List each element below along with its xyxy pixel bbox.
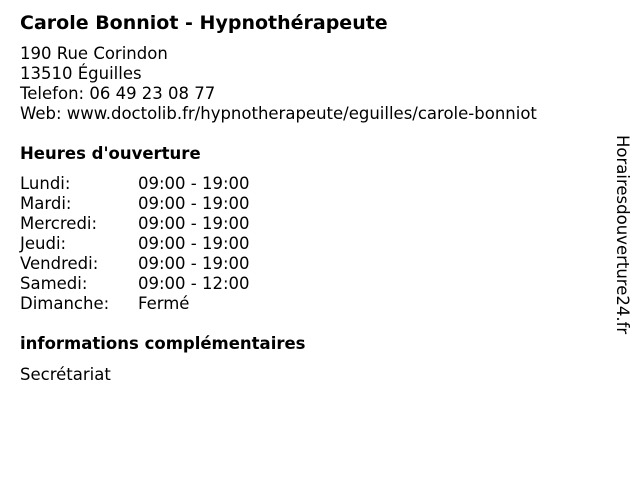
website-link: Web: www.doctolib.fr/hypnotherapeute/eguilles/carole-bonniot bbox=[20, 104, 537, 123]
city-address: 13510 Éguilles bbox=[20, 64, 142, 83]
time-value: 09:00 - 19:00 bbox=[138, 234, 250, 253]
address-block bbox=[20, 44, 537, 124]
hours-row-friday bbox=[20, 254, 320, 274]
street-address: 190 Rue Corindon bbox=[20, 44, 168, 63]
time-value: 09:00 - 19:00 bbox=[138, 194, 250, 213]
day-label: Jeudi: bbox=[20, 234, 67, 253]
time-value: Fermé bbox=[138, 294, 190, 313]
opening-hours-table bbox=[20, 174, 320, 314]
side-watermark: Horairesdouverture24.fr bbox=[613, 135, 632, 335]
day-label: Mardi: bbox=[20, 194, 72, 213]
hours-row-thursday bbox=[20, 234, 320, 254]
phone-number: Telefon: 06 49 23 08 77 bbox=[20, 84, 216, 103]
opening-hours-heading: Heures d'ouverture bbox=[20, 144, 201, 163]
day-label: Vendredi: bbox=[20, 254, 99, 273]
day-label: Samedi: bbox=[20, 274, 88, 293]
time-value: 09:00 - 19:00 bbox=[138, 214, 250, 233]
time-value: 09:00 - 19:00 bbox=[138, 254, 250, 273]
hours-row-tuesday bbox=[20, 194, 320, 214]
additional-info-text: Secrétariat bbox=[20, 365, 111, 384]
time-value: 09:00 - 12:00 bbox=[138, 274, 250, 293]
day-label: Dimanche: bbox=[20, 294, 110, 313]
hours-row-wednesday bbox=[20, 214, 320, 234]
additional-info-heading: informations complémentaires bbox=[20, 334, 306, 353]
hours-row-sunday bbox=[20, 294, 320, 314]
time-value: 09:00 - 19:00 bbox=[138, 174, 250, 193]
hours-row-monday bbox=[20, 174, 320, 194]
day-label: Lundi: bbox=[20, 174, 71, 193]
page-title: Carole Bonniot - Hypnothérapeute bbox=[20, 12, 388, 34]
hours-row-saturday bbox=[20, 274, 320, 294]
day-label: Mercredi: bbox=[20, 214, 98, 233]
